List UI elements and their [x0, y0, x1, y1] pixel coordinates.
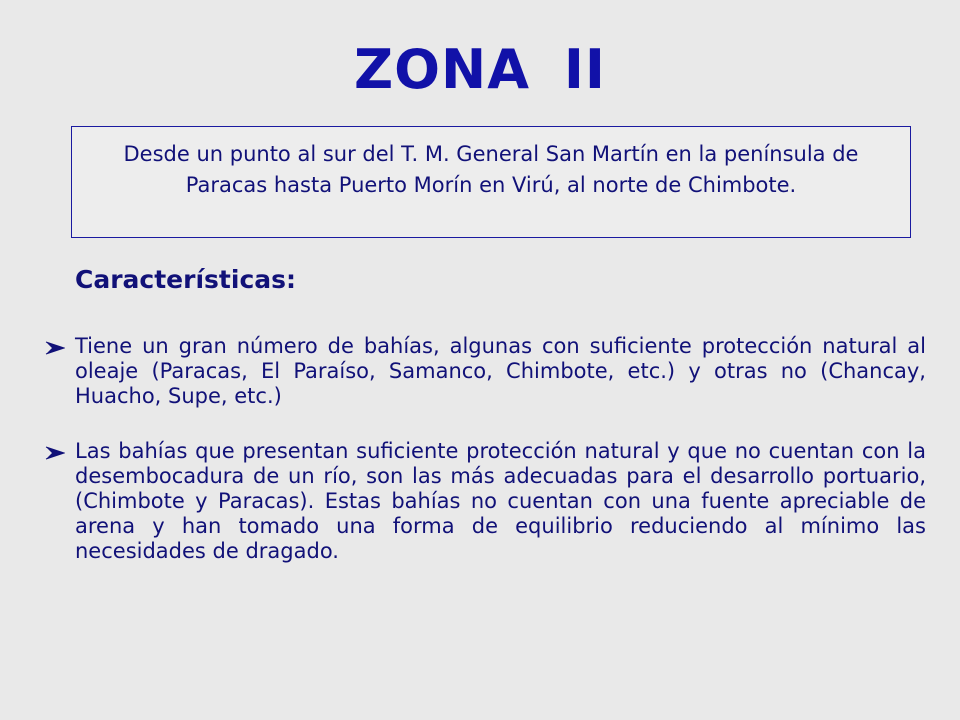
bullet-text: Tiene un gran número de bahías, algunas con suficiente protección natural al oleaje (Paracas, El Paraíso, Samanco, Chimbote, etc.) y otras no (Chancay, Huacho, Supe, etc.) [75, 334, 926, 408]
characteristics-heading: Características: [75, 265, 297, 294]
zone-scope-text: Desde un punto al sur del T. M. General San Martín en la península de Paracas hasta Puerto Morín en Virú, al norte de Chimbote. [123, 142, 859, 197]
list-item [44, 334, 926, 409]
list-item [44, 439, 926, 564]
zone-scope-box [71, 126, 911, 238]
bullet-text: Las bahías que presentan suficiente protección natural y que no cuentan con la desembocadura de un río, son las más adecuadas para el desarrollo portuario, (Chimbote y Paracas). Estas bahías no cuentan con una fuente apreciable de arena y han tomado una forma de equilibrio reduciendo al mínimo las necesidades de dragado. [75, 439, 926, 563]
slide-title: ZONA II [353, 38, 607, 101]
arrowhead-bullet-icon [45, 341, 65, 355]
characteristics-list [44, 334, 926, 594]
arrowhead-bullet-icon [45, 446, 65, 460]
